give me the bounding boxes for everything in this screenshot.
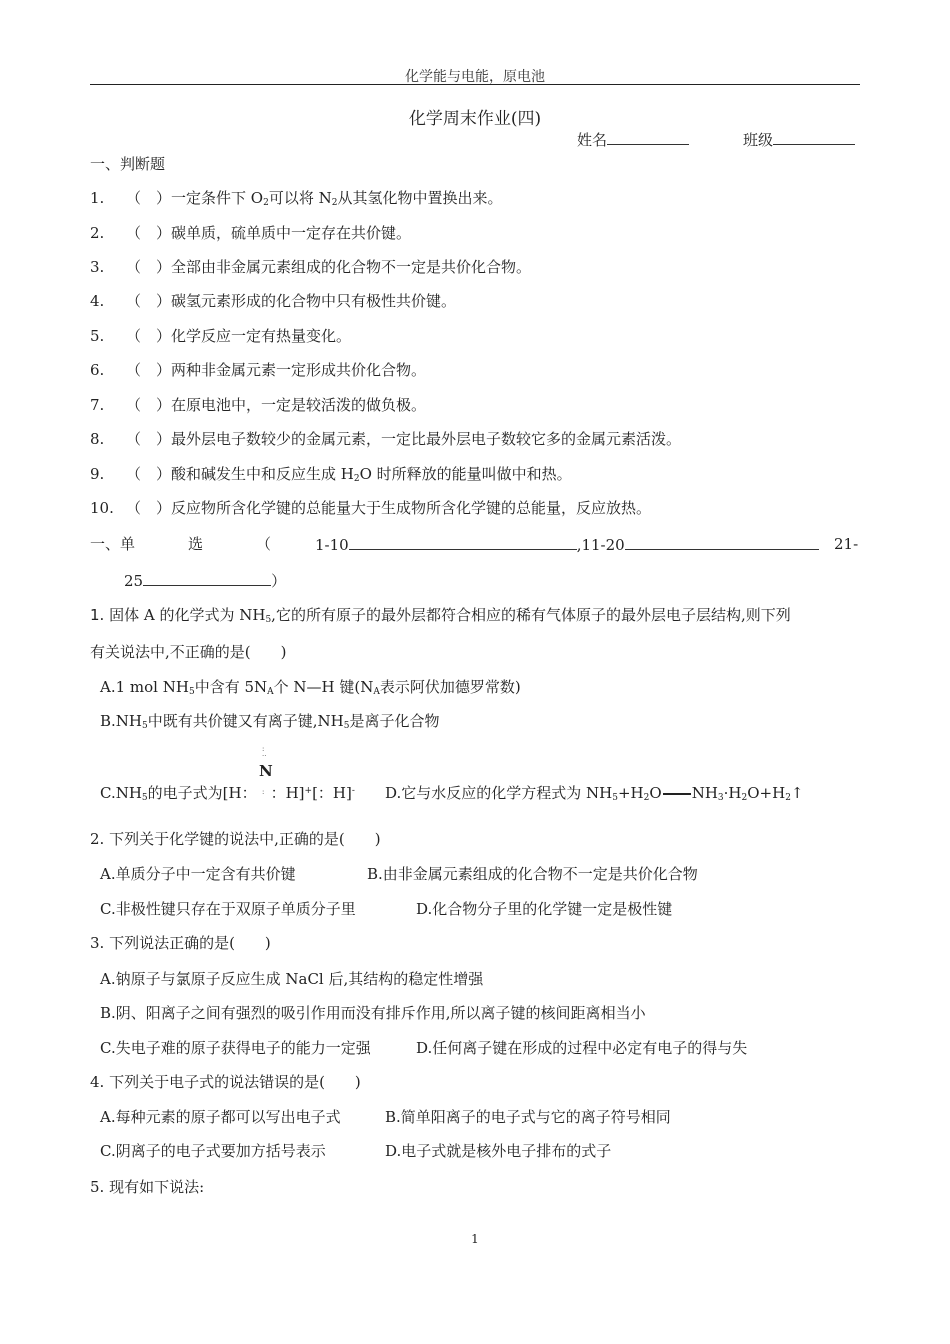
judgment-item: 6. （ ）两种非金属元素一定形成共价化合物。 [90,361,427,379]
question-2-stem: 2. 下列关于化学键的说法中,正确的是( ) [90,830,381,848]
judgment-item: 7. （ ）在原电池中，一定是较活泼的做负极。 [90,396,427,414]
question-2-option-a[interactable]: A.单质分子中一定含有共价键 [100,865,296,883]
judgment-item: 5. （ ）化学反应一定有热量变化。 [90,327,352,345]
gas-arrow-icon: ↑ [790,784,804,802]
running-header: 化学能与电能，原电池 [405,69,545,85]
judgment-item: 3. （ ）全部由非金属元素组成的化合物不一定是共价化合物。 [90,258,532,276]
question-4-option-c[interactable]: C.阴离子的电子式要加方括号表示 [100,1142,326,1160]
question-1-option-d[interactable]: D.它与水反应的化学方程式为 $NH_5+H_2O$ $NH_3\cdot H_2O+H_2↑$ [385,784,804,803]
judgment-item: 4. （ ）碳氢元素形成的化合物中只有极性共价键。 [90,292,457,310]
name-blank[interactable] [607,129,689,145]
judgment-item: 2. （ ）碳单质，硫单质中一定存在共价键。 [90,224,412,242]
question-3-option-a[interactable]: A.钠原子与氯原子反应生成 NaCl 后,其结构的稳定性增强 [100,970,484,988]
question-4-option-b[interactable]: B.简单阳离子的电子式与它的离子符号相同 [385,1108,671,1126]
section-heading-part: （ [256,535,272,553]
class-field [743,129,855,150]
question-1-stem-cont: 有关说法中,不正确的是( ) [90,643,287,661]
header-rule [90,84,860,85]
question-5-stem: 5. 现有如下说法: [90,1178,205,1196]
judgment-item: 10. （ ）反应物所含化学键的总能量大于生成物所含化学键的总能量，反应放热。 [90,499,652,517]
reaction-equals-sign [663,793,691,795]
question-3-option-d[interactable]: D.任何离子键在形成的过程中必定有电子的得与失 [416,1039,748,1057]
question-2-option-c[interactable]: C.非极性键只存在于双原子单质分子里 [100,900,356,918]
section-heading-judgment: 一、判断题 [90,155,166,173]
question-4-option-d[interactable]: D.电子式就是核外电子排布的式子 [385,1142,612,1160]
question-3-option-b[interactable]: B.阴、阳离子之间有强烈的吸引作用而没有排斥作用,所以离子键的核间距离相当小 [100,1004,646,1022]
judgment-item: 8. （ ）最外层电子数较少的金属元素，一定比最外层电子数较它多的金属元素活泼。 [90,430,682,448]
question-2-option-b[interactable]: B.由非金属元素组成的化合物不一定是共价化合物 [367,865,698,883]
question-4-option-a[interactable]: A.每种元素的原子都可以写出电子式 [100,1108,341,1126]
nitrogen-symbol: N [259,762,273,780]
electron-dots-top: : ·· [262,745,267,760]
section-heading-part: 选 [188,535,204,553]
question-2-option-d[interactable]: D.化合物分子里的化学键一定是极性键 [416,900,673,918]
answer-range-1: 1-10 ,11-20 [315,534,819,555]
name-field [577,129,689,150]
section-heading-single-choice: 一、单 [90,535,136,553]
name-label: 姓名 [577,131,608,149]
class-blank[interactable] [773,129,855,145]
answer-blank-1-10[interactable] [349,534,577,550]
question-1-option-c[interactable]: $C.NH_5$的电子式为[H： ：H]+[：H]- [100,784,355,803]
page-number: 1 [471,1232,479,1246]
judgment-item: 1. （ ）一定条件下 $O_2$可以将 $N_2$从其氢化物中置换出来。 [90,189,503,208]
question-4-stem: 4. 下列关于电子式的说法错误的是( ) [90,1073,361,1091]
judgment-item: 9. （ ）酸和碱发生中和反应生成 $H_2O$ 时所释放的能量叫做中和热。 [90,465,572,484]
question-3-stem: 3. 下列说法正确的是( ) [90,934,271,952]
answer-blank-11-20[interactable] [625,534,819,550]
answer-range-3-cont: 25 ） [124,572,287,590]
question-3-option-c[interactable]: C.失电子难的原子获得电子的能力一定强 [100,1039,371,1057]
electron-dots-bottom: : [262,788,265,796]
question-1-option-a[interactable]: A.1 mol $NH_5$中含有 $5N_A$个 N—H 键($N_A$表示阿伏加德罗常数) [100,678,521,697]
question-1-stem: 1. 固体 A 的化学式为 $NH_5$,它的所有原子的最外层都符合相应的稀有气体原子的最外层电子层结构,则下列 [90,606,791,625]
class-label: 班级 [743,131,774,149]
question-1-option-b[interactable]: $B.NH_5$中既有共价键又有离子键$,NH_5$是离子化合物 [100,712,440,731]
answer-blank-21-25[interactable] [143,570,271,586]
answer-range-3: 21- [834,535,859,553]
page-title: 化学周末作业(四) [408,109,542,129]
